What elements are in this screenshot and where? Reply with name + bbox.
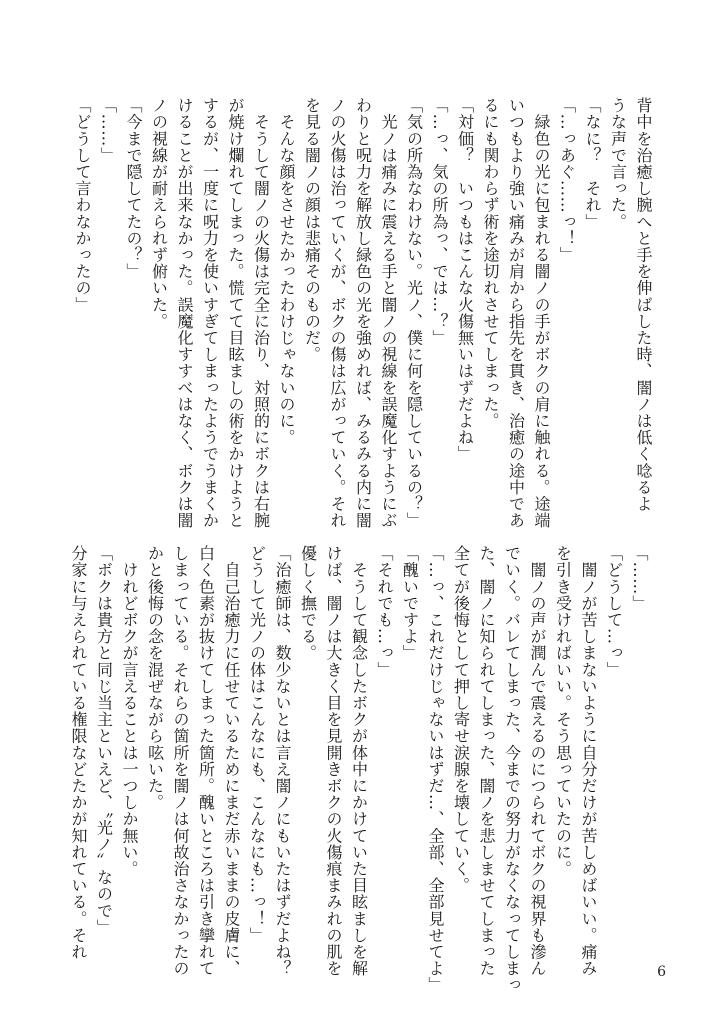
text-line: ノの視線が耐えられず俯いた。: [149, 97, 169, 330]
text-line: 全てが後悔として押し寄せ涙腺を壊していく。: [451, 545, 471, 894]
text-line: 優しく撫でる。: [298, 545, 318, 662]
text-line: どうして光ノの体はこんなにも、こんなにも…っ！」: [247, 545, 267, 944]
text-line: 「…っ、これだけじゃないはずだ…、全部、全部見せてよ」: [426, 545, 445, 994]
page-number: 6: [657, 964, 666, 980]
text-line: 「それでも…っ」: [375, 545, 394, 678]
text-line: た、闇ノに知られてしまった、闇ノを悲しませてしまった: [477, 545, 496, 977]
text-line: るにも関わらず術を途切れさせてしまった。: [481, 97, 500, 429]
text-line: 「…っあぐ……っ！」: [557, 97, 577, 263]
text-line: 光ノは痛みに震える手と闇ノの視線を誤魔化すようにぶ: [379, 97, 398, 529]
text-line: うな声で言った。: [608, 97, 628, 230]
text-line: けれどボクが言えることは一つしか無い。: [120, 545, 139, 877]
text-block-upper: [70, 97, 657, 529]
text-line: 「今まで隠してたの？」: [124, 97, 143, 280]
text-line: 「どうして言わなかったの」: [73, 97, 92, 313]
text-line: かと後悔の念を混ぜながら呟いた。: [145, 545, 165, 811]
text-line: そんな顔をさせたかったわけじゃないのに。: [277, 97, 296, 446]
text-line: 「対価？ いつもはこんな火傷無いはずだよね」: [455, 97, 475, 463]
text-line: 背中を治癒し腕へと手を伸ばした時、闇ノは低く唸るよ: [634, 97, 653, 512]
text-line: わりと呪力を解放し緑色の光を強めれば、みるみる内に闇: [353, 97, 373, 529]
text-line: 「醜いですよ」: [400, 545, 420, 662]
text-line: いつもより強い痛みが肩から指先を貫き、治癒の途中であ: [506, 97, 526, 529]
text-line: 分家に与えられている権限などたかが知れている。それ: [69, 545, 88, 960]
text-line: そうして観念したボクが体中にかけていた目眩ましを解: [349, 545, 369, 977]
text-line: ノの火傷は治っていくが、ボクの傷は広がっていく。それ: [328, 97, 347, 529]
text-line: を引き受ければいい。そう思っていたのに。: [553, 545, 573, 877]
text-line: を見る闇ノの顔は悲痛そのものだ。: [302, 97, 322, 363]
text-line: 「……」: [630, 545, 649, 612]
text-line: 「どうして…っ」: [604, 545, 624, 678]
text-line: けることが出来なかった。誤魔化すすべはなく、ボクは闇: [175, 97, 194, 529]
text-block-lower: [66, 545, 653, 994]
text-line: が焼け爛れてしまった。慌てて目眩ましの術をかけようと: [226, 97, 245, 529]
text-line: そうして闇ノの火傷は完全に治り、対照的にボクは右腕: [251, 97, 271, 529]
text-line: するが、一度に呪力を使いすぎてしまったようでうまくか: [200, 97, 220, 529]
text-line: 自己治癒力に任せているためにまだ赤いままの皮膚に、: [222, 545, 241, 977]
text-line: 「……」: [98, 97, 118, 164]
text-line: 「治癒師は、数少ないとは言え闇ノにもいたはずだよね？: [273, 545, 292, 977]
text-line: けば、闇ノは大きく目を見開きボクの火傷痕まみれの肌を: [324, 545, 343, 977]
text-line: 白く色素が抜けてしまった箇所。醜いところは引き攣れて: [196, 545, 216, 977]
text-line: 「ボクは貴方と同じ当主といえど、〝光ノ〟なので」: [94, 545, 114, 936]
text-line: 緑色の光に包まれる闇ノの手がボクの肩に触れる。途端: [532, 97, 551, 529]
text-line: 「なに？ それ」: [583, 97, 602, 230]
text-line: 闇ノの声が潤んで震えるのにつられてボクの視界も滲ん: [528, 545, 547, 977]
text-line: 「気の所為なわけない。光ノ、僕に何を隠しているの？」: [404, 97, 424, 529]
text-line: しまっている。それらの箇所を闇ノは何故治さなかったの: [171, 545, 190, 977]
text-line: でいく。バレてしまった、今までの努力がなくなってしまっ: [502, 545, 522, 994]
text-line: 「…っ、気の所為っ、では…？」: [430, 97, 449, 346]
text-line: 闇ノが苦しまないように自分だけが苦しめばいい。痛み: [579, 545, 598, 977]
